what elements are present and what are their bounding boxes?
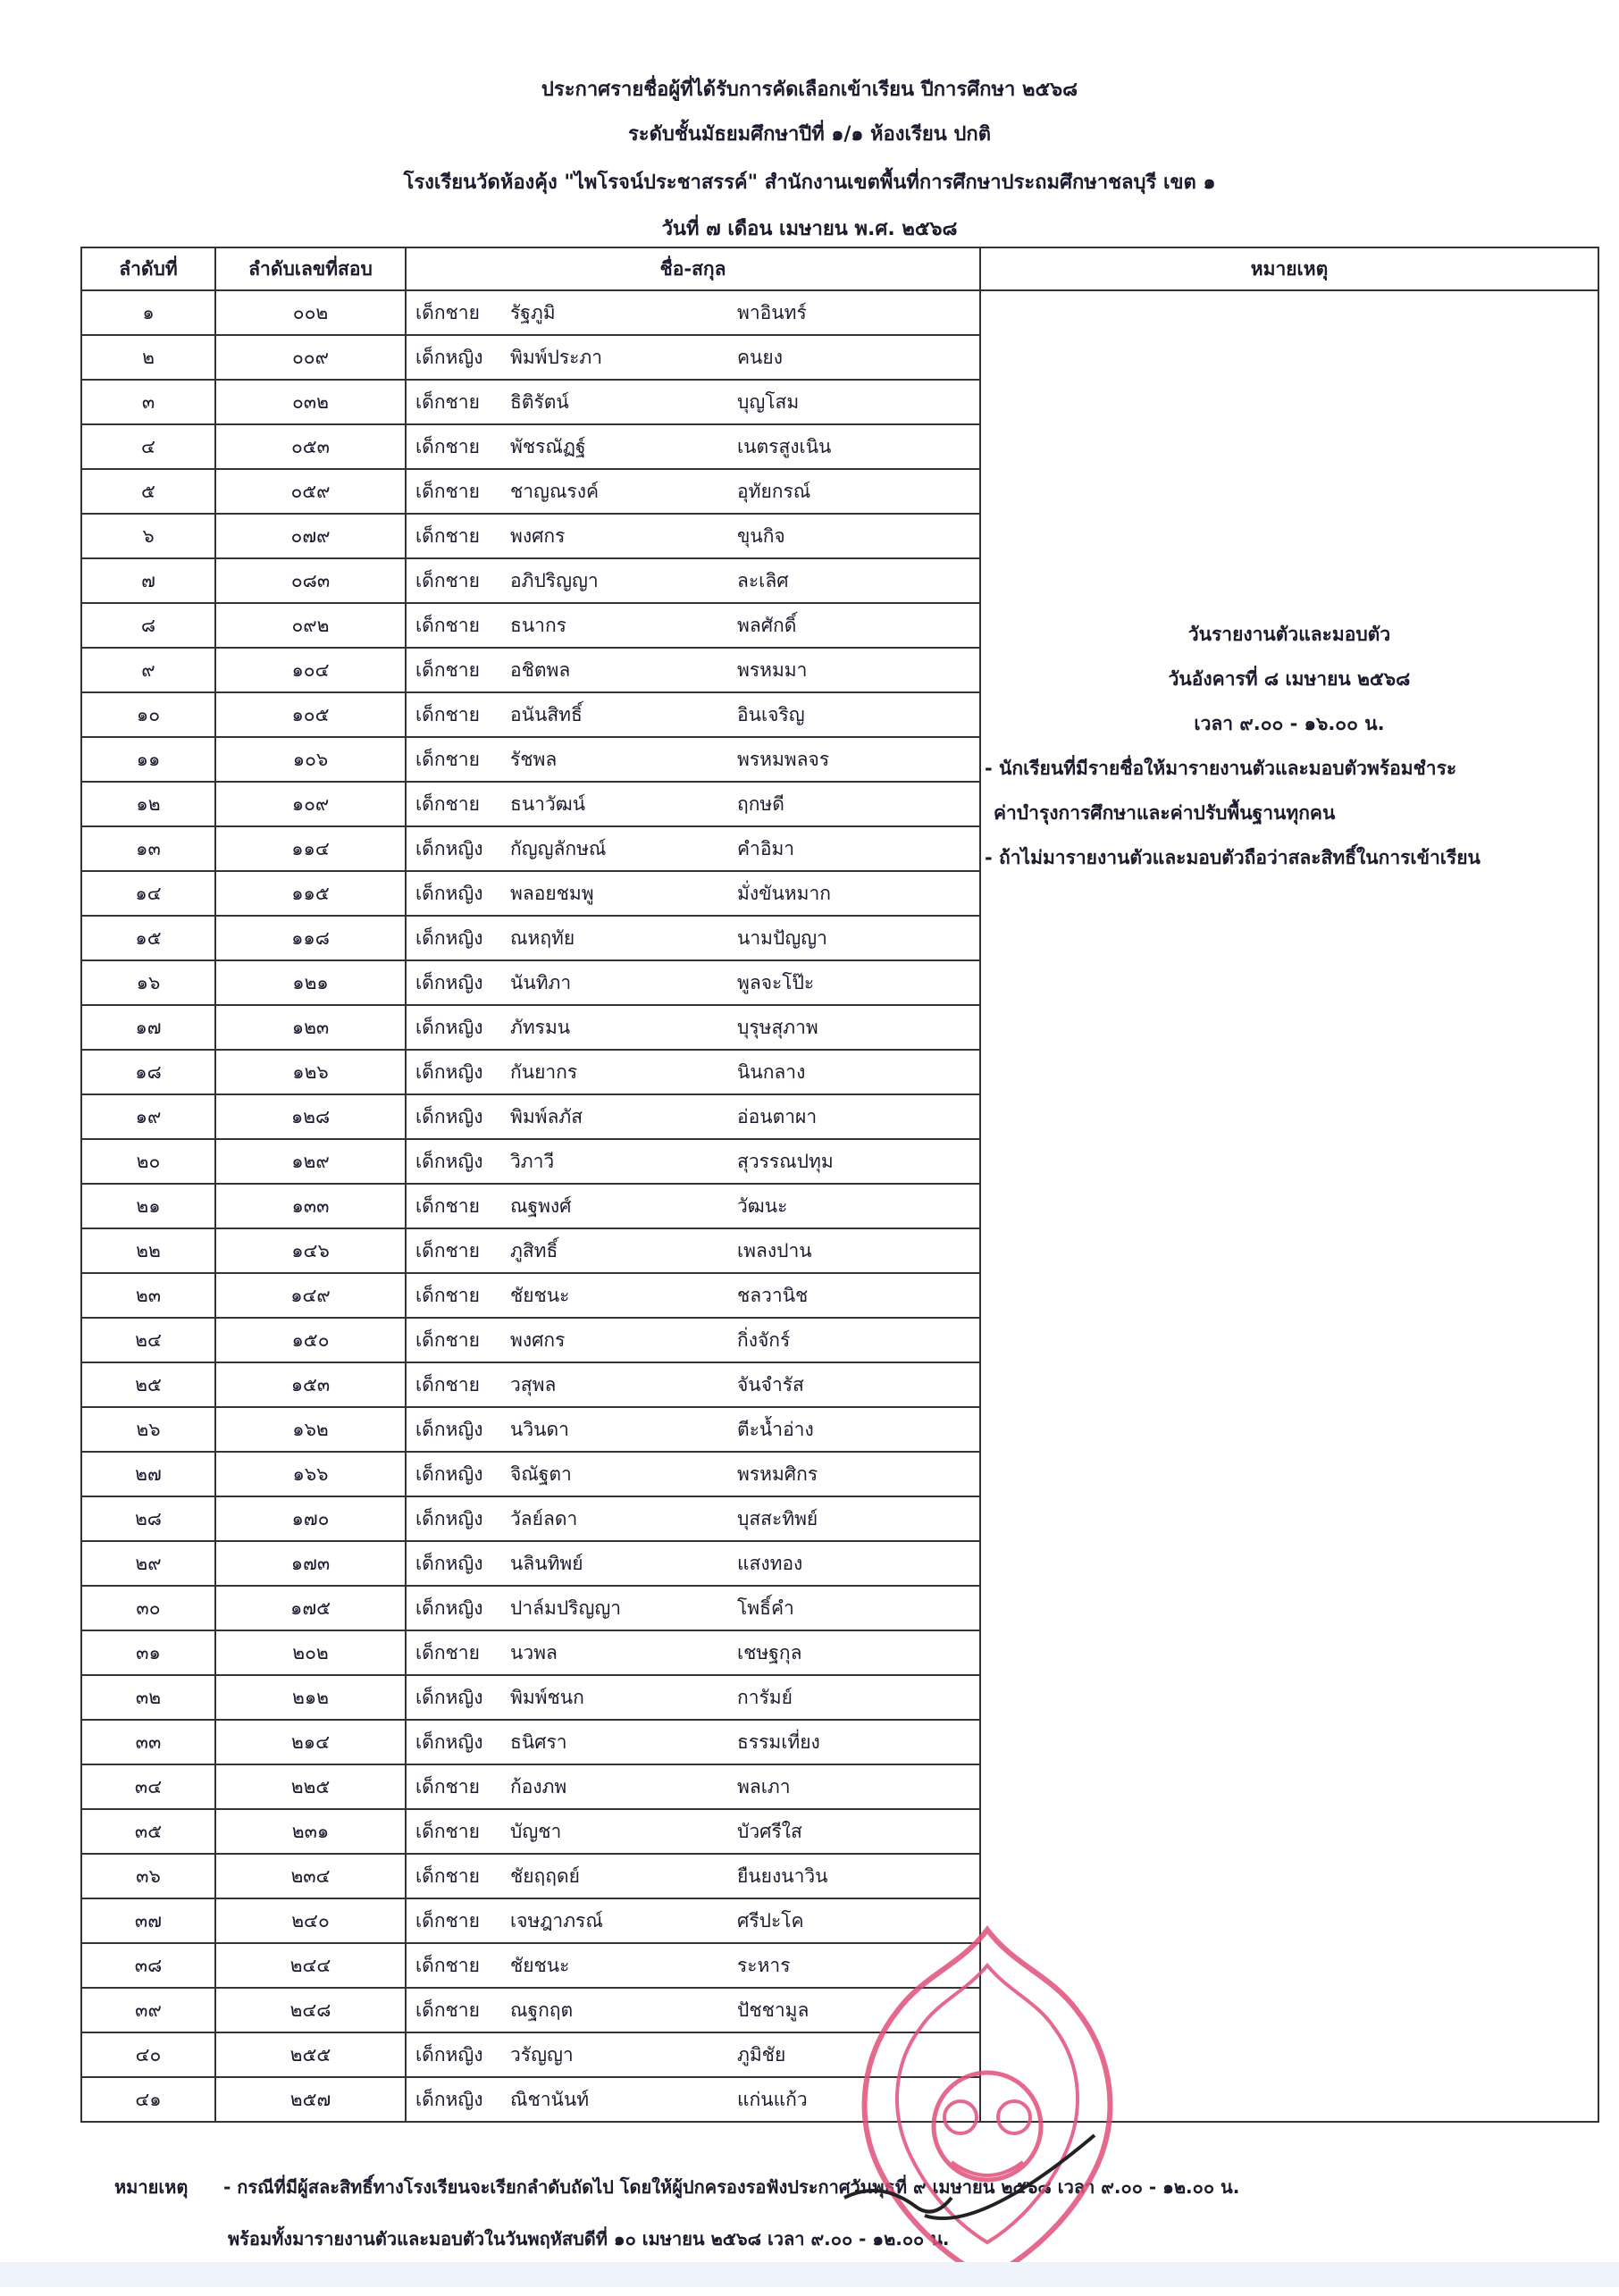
exam-code: ๒๑๒ [215, 1675, 406, 1720]
row-number: ๒๔ [81, 1318, 215, 1362]
row-number: ๖ [81, 514, 215, 558]
report-time: เวลา ๙.๐๐ - ๑๖.๐๐ น. [1194, 713, 1385, 734]
first-name: ณิชานันท์ [510, 2088, 590, 2110]
row-number: ๓๘ [81, 1943, 215, 1988]
last-name: อินเจริญ [737, 703, 805, 725]
footer-note-label: หมายเหตุ [114, 2176, 189, 2198]
row-number: ๒๙ [81, 1541, 215, 1586]
name-prefix: เด็กชาย [415, 792, 480, 815]
first-name: ณหฤทัย [510, 926, 575, 949]
row-number: ๒๓ [81, 1273, 215, 1318]
first-name: วสุพล [510, 1373, 557, 1395]
first-name: พงศกร [510, 524, 566, 547]
first-name: นวพล [510, 1641, 558, 1663]
name-prefix: เด็กชาย [415, 1954, 480, 1976]
first-name: พิมพ์ประภา [510, 346, 603, 368]
col-header-note: หมายเหตุ [980, 247, 1598, 290]
student-name [406, 1362, 980, 1407]
name-prefix: เด็กหญิง [415, 971, 483, 993]
name-prefix: เด็กหญิง [415, 1552, 483, 1574]
first-name: ณฐกฤต [510, 1999, 574, 2021]
last-name: พูลจะโป๊ะ [737, 971, 815, 993]
exam-code: ๑๐๖ [215, 737, 406, 782]
exam-code: ๐๙๒ [215, 603, 406, 648]
exam-code: ๐๕๙ [215, 469, 406, 514]
row-number: ๒๗ [81, 1452, 215, 1496]
student-name [406, 692, 980, 737]
row-number: ๑๐ [81, 692, 215, 737]
row-number: ๔๐ [81, 2032, 215, 2077]
last-name: บัวศรีใส [737, 1820, 802, 1842]
name-prefix: เด็กหญิง [415, 1060, 483, 1083]
last-name: แก่นแก้ว [737, 2088, 808, 2110]
student-name [406, 603, 980, 648]
name-prefix: เด็กชาย [415, 748, 480, 770]
student-name [406, 1318, 980, 1362]
exam-code: ๑๒๑ [215, 960, 406, 1005]
first-name: กันยากร [510, 1060, 578, 1083]
student-name [406, 1005, 980, 1050]
first-name: วรัญญา [510, 2043, 574, 2066]
row-number: ๓๐ [81, 1586, 215, 1630]
row-number: ๓๖ [81, 1854, 215, 1898]
last-name: ภูมิชัย [737, 2043, 786, 2066]
exam-code: ๑๐๕ [215, 692, 406, 737]
exam-code: ๑๑๔ [215, 826, 406, 871]
exam-code: ๑๔๖ [215, 1228, 406, 1273]
last-name: มั่งขันหมาก [737, 882, 831, 904]
name-prefix: เด็กหญิง [415, 346, 483, 368]
table-header-row [81, 247, 1598, 290]
exam-code: ๑๗๐ [215, 1496, 406, 1541]
row-number: ๓๓ [81, 1720, 215, 1764]
last-name: จันจำรัส [737, 1373, 804, 1395]
student-name [406, 871, 980, 916]
student-name [406, 916, 980, 960]
student-name [406, 960, 980, 1005]
row-number: ๑๗ [81, 1005, 215, 1050]
row-number: ๒๕ [81, 1362, 215, 1407]
exam-code: ๑๑๕ [215, 871, 406, 916]
name-prefix: เด็กชาย [415, 1864, 480, 1887]
exam-code: ๐๐๙ [215, 335, 406, 380]
row-number: ๘ [81, 603, 215, 648]
remark-cell [980, 290, 1598, 2122]
name-prefix: เด็กหญิง [415, 837, 483, 859]
row-number: ๑๔ [81, 871, 215, 916]
row-number: ๓๑ [81, 1630, 215, 1675]
school-seal-stamp [826, 1912, 1148, 2296]
name-prefix: เด็กหญิง [415, 1418, 483, 1440]
first-name: รัชพล [510, 748, 558, 770]
name-prefix: เด็กชาย [415, 1820, 480, 1842]
exam-code: ๑๓๓ [215, 1184, 406, 1228]
student-name [406, 1630, 980, 1675]
row-number: ๔ [81, 424, 215, 469]
name-prefix: เด็กชาย [415, 301, 480, 323]
student-name [406, 290, 980, 335]
name-prefix: เด็กชาย [415, 1909, 480, 1931]
row-number: ๒๘ [81, 1496, 215, 1541]
first-name: ก้องภพ [510, 1775, 567, 1797]
student-name [406, 1139, 980, 1184]
last-name: พาอินทร์ [737, 301, 807, 323]
student-name [406, 1675, 980, 1720]
student-name [406, 1050, 980, 1094]
last-name: แสงทอง [737, 1552, 803, 1574]
name-prefix: เด็กชาย [415, 658, 480, 681]
name-prefix: เด็กชาย [415, 1284, 480, 1306]
first-name: ภัทรมน [510, 1016, 571, 1038]
row-number: ๓๔ [81, 1764, 215, 1809]
row-number: ๑๒ [81, 782, 215, 826]
exam-code: ๒๑๔ [215, 1720, 406, 1764]
student-name [406, 782, 980, 826]
row-number: ๒๐ [81, 1139, 215, 1184]
name-prefix: เด็กหญิง [415, 926, 483, 949]
last-name: ปัชชามูล [737, 1999, 810, 2021]
exam-code: ๒๔๔ [215, 1943, 406, 1988]
first-name: วัลย์ลดา [510, 1507, 578, 1529]
col-header-no: ลำดับที่ [81, 247, 215, 290]
student-name [406, 558, 980, 603]
first-name: รัฐภูมิ [510, 301, 556, 323]
student-name [406, 1764, 980, 1809]
row-number: ๒๖ [81, 1407, 215, 1452]
exam-code: ๐๓๒ [215, 380, 406, 424]
student-name [406, 1496, 980, 1541]
first-name: กัญญลักษณ์ [510, 837, 607, 859]
first-name: ธิติรัตน์ [510, 390, 569, 413]
student-name [406, 1586, 980, 1630]
last-name: ยืนยงนาวิน [737, 1864, 828, 1887]
row-number: ๒ [81, 335, 215, 380]
name-prefix: เด็กหญิง [415, 1686, 483, 1708]
name-prefix: เด็กชาย [415, 614, 480, 636]
row-number: ๒๑ [81, 1184, 215, 1228]
exam-code: ๑๒๙ [215, 1139, 406, 1184]
name-prefix: เด็กชาย [415, 569, 480, 591]
first-name: พิมพ์ลภัส [510, 1105, 583, 1127]
first-name: ธนาวัฒน์ [510, 792, 586, 815]
remark-bullet-2: - ถ้าไม่มารายงานตัวและมอบตัวถือว่าสละสิทธิ์ในการเข้าเรียน [985, 847, 1481, 868]
row-number: ๓๒ [81, 1675, 215, 1720]
row-number: ๑๙ [81, 1094, 215, 1139]
name-prefix: เด็กชาย [415, 1999, 480, 2021]
exam-code: ๑๑๘ [215, 916, 406, 960]
last-name: กิ่งจักร์ [737, 1328, 791, 1351]
exam-code: ๑๒๓ [215, 1005, 406, 1050]
name-prefix: เด็กหญิง [415, 1596, 483, 1619]
row-number: ๓๗ [81, 1898, 215, 1943]
first-name: ณฐพงศ์ [510, 1194, 572, 1217]
exam-code: ๑๒๖ [215, 1050, 406, 1094]
first-name: นลินทิพย์ [510, 1552, 583, 1574]
last-name: ระหาร [737, 1954, 791, 1976]
first-name: ชัยชนะ [510, 1284, 570, 1306]
student-name [406, 826, 980, 871]
student-name [406, 1228, 980, 1273]
last-name: เพลงปาน [737, 1239, 812, 1261]
name-prefix: เด็กหญิง [415, 1105, 483, 1127]
first-name: ธนิศรา [510, 1730, 567, 1753]
report-day-title: วันรายงานตัวและมอบตัว [1187, 624, 1391, 645]
first-name: ภูสิทธิ์ [510, 1239, 558, 1261]
name-prefix: เด็กชาย [415, 480, 480, 502]
last-name: บุญโสม [737, 390, 800, 413]
exam-code: ๐๗๙ [215, 514, 406, 558]
first-name: ปาล์มปริญญา [510, 1596, 622, 1619]
table-body [81, 290, 1598, 2122]
exam-code: ๐๐๒ [215, 290, 406, 335]
exam-code: ๑๒๘ [215, 1094, 406, 1139]
exam-code: ๑๖๒ [215, 1407, 406, 1452]
last-name: สุวรรณปทุม [737, 1150, 834, 1172]
first-name: พลอยชมพู [510, 882, 594, 904]
first-name: นันทิภา [510, 971, 572, 993]
name-prefix: เด็กชาย [415, 1194, 480, 1217]
first-name: อชิตพล [510, 658, 571, 681]
footer-note-line1: - กรณีที่มีผู้สละสิทธิ์ทางโรงเรียนจะเรียกลำดับถัดไป โดยให้ผู้ปกครองรอฟังประกาศวันพุธที่ ๙ เมษายน ๒๕๖๘ เวลา ๙.๐๐ - ๑๒.๐๐ น. [223, 2176, 1240, 2198]
name-prefix: เด็กชาย [415, 1328, 480, 1351]
row-number: ๓๕ [81, 1809, 215, 1854]
last-name: เชษฐกุล [737, 1641, 802, 1663]
exam-code: ๑๕๐ [215, 1318, 406, 1362]
student-name [406, 424, 980, 469]
row-number: ๙ [81, 648, 215, 692]
last-name: เนตรสูงเนิน [737, 435, 832, 457]
col-header-name: ชื่อ-สกุล [406, 247, 980, 290]
first-name: พงศกร [510, 1328, 566, 1351]
exam-code: ๑๕๓ [215, 1362, 406, 1407]
student-name [406, 1452, 980, 1496]
last-name: ขุนกิจ [737, 524, 785, 547]
first-name: ชัยชนะ [510, 1954, 570, 1976]
last-name: ฤกษดี [737, 792, 784, 815]
first-name: ธนากร [510, 614, 566, 636]
last-name: พรหมมา [737, 658, 808, 681]
first-name: เจษฎาภรณ์ [510, 1909, 603, 1931]
student-list-table [80, 247, 1599, 2123]
exam-code: ๑๗๓ [215, 1541, 406, 1586]
name-prefix: เด็กชาย [415, 703, 480, 725]
row-number: ๓ [81, 380, 215, 424]
name-prefix: เด็กชาย [415, 390, 480, 413]
last-name: โพธิ์คำ [737, 1596, 794, 1619]
row-number: ๗ [81, 558, 215, 603]
name-prefix: เด็กชาย [415, 1239, 480, 1261]
school-name: โรงเรียนวัดห้องคุ้ง "ไพโรจน์ประชาสรรค์" สำนักงานเขตพื้นที่การศึกษาประถมศึกษาชลบุรี เขต ๑ [403, 172, 1216, 194]
exam-code: ๒๓๔ [215, 1854, 406, 1898]
name-prefix: เด็กชาย [415, 435, 480, 457]
exam-code: ๒๔๐ [215, 1898, 406, 1943]
row-number: ๓๙ [81, 1988, 215, 2032]
student-name [406, 335, 980, 380]
last-name: วัฒนะ [737, 1194, 788, 1217]
student-name [406, 648, 980, 692]
name-prefix: เด็กชาย [415, 1373, 480, 1395]
remark-bullet-1a: - นักเรียนที่มีรายชื่อให้มารายงานตัวและมอบตัวพร้อมชำระ [985, 758, 1457, 779]
row-number: ๑๑ [81, 737, 215, 782]
student-name [406, 1854, 980, 1898]
student-name [406, 1094, 980, 1139]
student-name [406, 1541, 980, 1586]
row-number: ๑๘ [81, 1050, 215, 1094]
remark-bullet-1b: ค่าบำรุงการศึกษาและค่าปรับพื้นฐานทุกคน [994, 802, 1336, 824]
last-name: นามปัญญา [737, 926, 827, 949]
first-name: บัญชา [510, 1820, 562, 1842]
first-name: พัชรณัฏฐ์ [510, 435, 586, 457]
exam-code: ๒๕๕ [215, 2032, 406, 2077]
row-number: ๑๖ [81, 960, 215, 1005]
exam-code: ๒๓๑ [215, 1809, 406, 1854]
last-name: พรหมพลจร [737, 748, 830, 770]
exam-code: ๑๐๙ [215, 782, 406, 826]
col-header-code: ลำดับเลขที่สอบ [215, 247, 406, 290]
last-name: นินกลาง [737, 1060, 806, 1083]
student-name [406, 1407, 980, 1452]
exam-code: ๑๖๖ [215, 1452, 406, 1496]
student-name [406, 1184, 980, 1228]
first-name: นวินดา [510, 1418, 569, 1440]
row-number: ๑ [81, 290, 215, 335]
name-prefix: เด็กชาย [415, 524, 480, 547]
exam-code: ๒๔๘ [215, 1988, 406, 2032]
announcement-date: วันที่ ๗ เดือน เมษายน พ.ศ. ๒๕๖๘ [661, 218, 958, 240]
last-name: ชลวานิช [737, 1284, 809, 1306]
name-prefix: เด็กหญิง [415, 1507, 483, 1529]
name-prefix: เด็กหญิง [415, 1150, 483, 1172]
last-name: อุทัยกรณ์ [737, 480, 811, 502]
student-name [406, 1809, 980, 1854]
last-name: การัมย์ [737, 1686, 793, 1708]
name-prefix: เด็กหญิง [415, 1016, 483, 1038]
first-name: อนันสิทธิ์ [510, 703, 583, 725]
last-name: คนยง [737, 346, 783, 368]
exam-code: ๑๔๙ [215, 1273, 406, 1318]
name-prefix: เด็กหญิง [415, 1730, 483, 1753]
row-number: ๑๓ [81, 826, 215, 871]
last-name: คำอิมา [737, 837, 795, 859]
bottom-band [0, 2262, 1619, 2287]
last-name: อ่อนตาผา [737, 1105, 818, 1127]
name-prefix: เด็กหญิง [415, 2043, 483, 2066]
exam-code: ๑๗๕ [215, 1586, 406, 1630]
last-name: พรหมศิกร [737, 1462, 818, 1485]
exam-code: ๐๘๓ [215, 558, 406, 603]
last-name: ตีะน้ำอ่าง [737, 1418, 814, 1440]
last-name: พลศักดิ์ [737, 614, 797, 636]
report-date: วันอังคารที่ ๘ เมษายน ๒๕๖๘ [1168, 668, 1411, 690]
name-prefix: เด็กหญิง [415, 882, 483, 904]
exam-code: ๒๒๕ [215, 1764, 406, 1809]
announcement-title: ประกาศรายชื่อผู้ที่ได้รับการคัดเลือกเข้าเรียน ปีการศึกษา ๒๕๖๘ [541, 79, 1078, 101]
last-name: พลเภา [737, 1775, 791, 1797]
last-name: ละเลิศ [737, 569, 789, 591]
student-name [406, 514, 980, 558]
table-row [81, 290, 1598, 335]
first-name: พิมพ์ชนก [510, 1686, 584, 1708]
last-name: บุรุษสุภาพ [737, 1016, 818, 1038]
last-name: บุสสะทิพย์ [737, 1507, 818, 1529]
exam-code: ๒๕๗ [215, 2077, 406, 2122]
footer-note-line2: พร้อมทั้งมารายงานตัวและมอบตัวในวันพฤหัสบดีที่ ๑๐ เมษายน ๒๕๖๘ เวลา ๙.๐๐ - ๑๒.๐๐ น. [228, 2228, 950, 2250]
row-number: ๕ [81, 469, 215, 514]
last-name: ศรีปะโค [737, 1909, 804, 1931]
first-name: อภิปริญญา [510, 569, 599, 591]
name-prefix: เด็กชาย [415, 1775, 480, 1797]
row-number: ๒๒ [81, 1228, 215, 1273]
student-name [406, 1720, 980, 1764]
row-number: ๔๑ [81, 2077, 215, 2122]
first-name: จิณัฐตา [510, 1462, 572, 1485]
row-number: ๑๕ [81, 916, 215, 960]
first-name: ชัยฤฤดย์ [510, 1864, 580, 1887]
name-prefix: เด็กหญิง [415, 2088, 483, 2110]
name-prefix: เด็กหญิง [415, 1462, 483, 1485]
exam-code: ๑๐๔ [215, 648, 406, 692]
name-prefix: เด็กชาย [415, 1641, 480, 1663]
student-name [406, 1273, 980, 1318]
class-level: ระดับชั้นมัธยมศึกษาปีที่ ๑/๑ ห้องเรียน ปกติ [627, 123, 992, 146]
student-name [406, 469, 980, 514]
last-name: ธรรมเที่ยง [737, 1730, 820, 1753]
student-name [406, 380, 980, 424]
exam-code: ๐๕๓ [215, 424, 406, 469]
student-name [406, 737, 980, 782]
first-name: วิภาวี [510, 1150, 555, 1172]
exam-code: ๒๐๒ [215, 1630, 406, 1675]
first-name: ชาญณรงค์ [510, 480, 600, 502]
